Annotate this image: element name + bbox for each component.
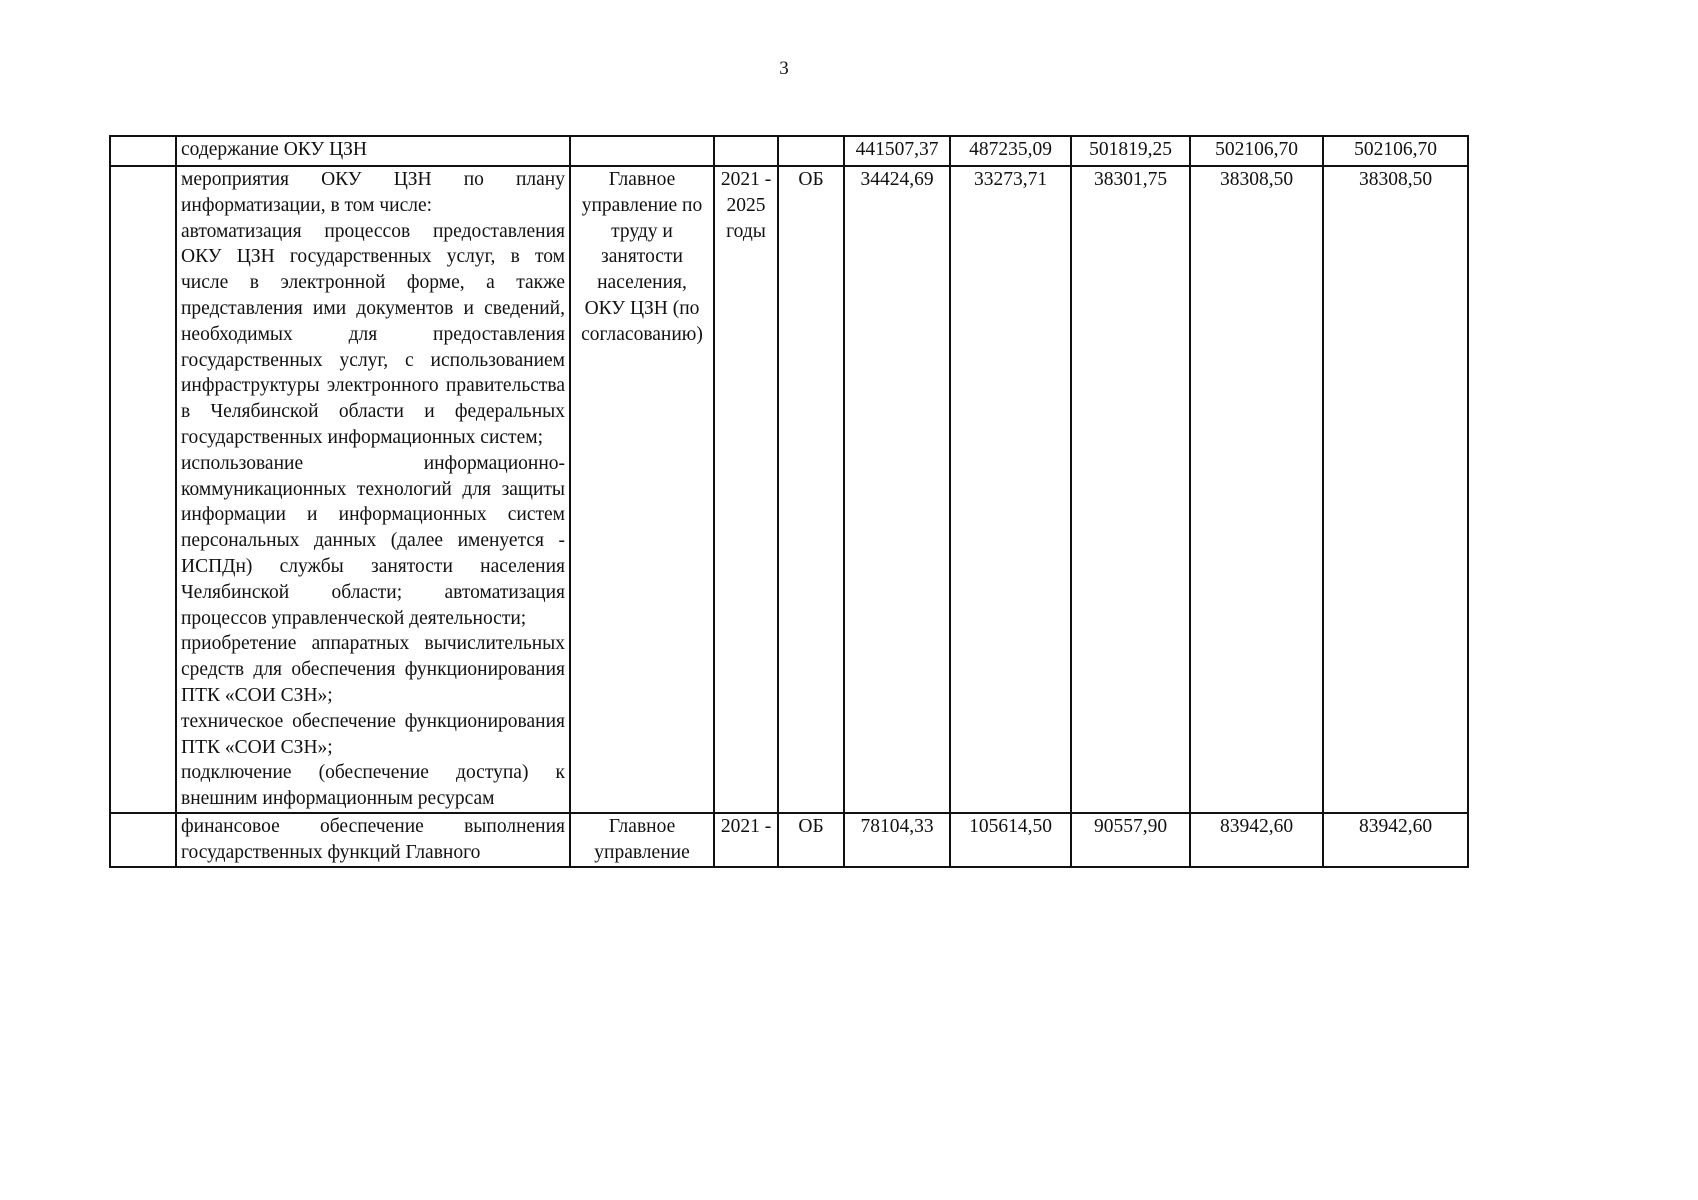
value-cell: 38308,50 xyxy=(1190,166,1323,813)
page-number: 3 xyxy=(779,58,789,79)
value-cell: 502106,70 xyxy=(1323,136,1468,166)
row-number-cell xyxy=(110,813,176,867)
period-cell: 2021 - 2025 годы xyxy=(714,166,778,813)
value-cell: 441507,37 xyxy=(844,136,950,166)
row-number-cell xyxy=(110,136,176,166)
description-paragraph: подключение (обеспечение доступа) к внешним информационным ресурсам xyxy=(181,762,565,810)
budget-table xyxy=(109,135,1469,868)
funding-source-cell xyxy=(778,136,844,166)
description-paragraph: техническое обеспечение функционирования ПТК «СОИ СЗН»; xyxy=(181,710,565,758)
funding-source-cell: ОБ xyxy=(778,813,844,867)
period-cell xyxy=(714,136,778,166)
table-row xyxy=(110,136,1468,166)
value-cell: 34424,69 xyxy=(844,166,950,813)
value-cell: 90557,90 xyxy=(1071,813,1190,867)
description-cell xyxy=(176,813,570,867)
executor-cell: Главное управление xyxy=(570,813,714,867)
value-cell: 38308,50 xyxy=(1323,166,1468,813)
value-cell: 78104,33 xyxy=(844,813,950,867)
funding-source-cell: ОБ xyxy=(778,166,844,813)
description-cell xyxy=(176,166,570,813)
table-body xyxy=(110,136,1468,867)
table-row xyxy=(110,813,1468,867)
value-cell: 502106,70 xyxy=(1190,136,1323,166)
value-cell: 501819,25 xyxy=(1071,136,1190,166)
description-paragraph: мероприятия ОКУ ЦЗН по плану информатизации, в том числе: xyxy=(181,169,565,216)
executor-cell xyxy=(570,136,714,166)
table-row xyxy=(110,166,1468,813)
description-cell xyxy=(176,136,570,166)
value-cell: 38301,75 xyxy=(1071,166,1190,813)
value-cell: 105614,50 xyxy=(950,813,1071,867)
row-number-cell xyxy=(110,166,176,813)
description-paragraph: использование информационно-коммуникационных технологий для защиты информации и информационных систем персональных данных (далее именуется - ИСПДн) службы занятости населения Челябинской области; автоматизация процессов управленческой деятельности; xyxy=(181,452,565,629)
value-cell: 487235,09 xyxy=(950,136,1071,166)
period-cell: 2021 - xyxy=(714,813,778,867)
description-paragraph: приобретение аппаратных вычислительных средств для обеспечения функционирования ПТК «СОИ СЗН»; xyxy=(181,633,565,706)
description-paragraph: финансовое обеспечение выполнения государственных функций Главного xyxy=(181,815,565,863)
executor-cell: Главное управление по труду и занятости населения, ОКУ ЦЗН (по согласованию) xyxy=(570,166,714,813)
value-cell: 33273,71 xyxy=(950,166,1071,813)
description-paragraph: автоматизация процессов предоставления ОКУ ЦЗН государственных услуг, в том числе в электронной форме, а также представления ими документов и сведений, необходимых для предоставления государственных услуг, с использованием инфраструктуры электронного правительства в Челябинской области и федеральных государственных информационных систем; xyxy=(181,220,565,448)
description-paragraph: содержание ОКУ ЦЗН xyxy=(181,139,368,160)
value-cell: 83942,60 xyxy=(1323,813,1468,867)
value-cell: 83942,60 xyxy=(1190,813,1323,867)
